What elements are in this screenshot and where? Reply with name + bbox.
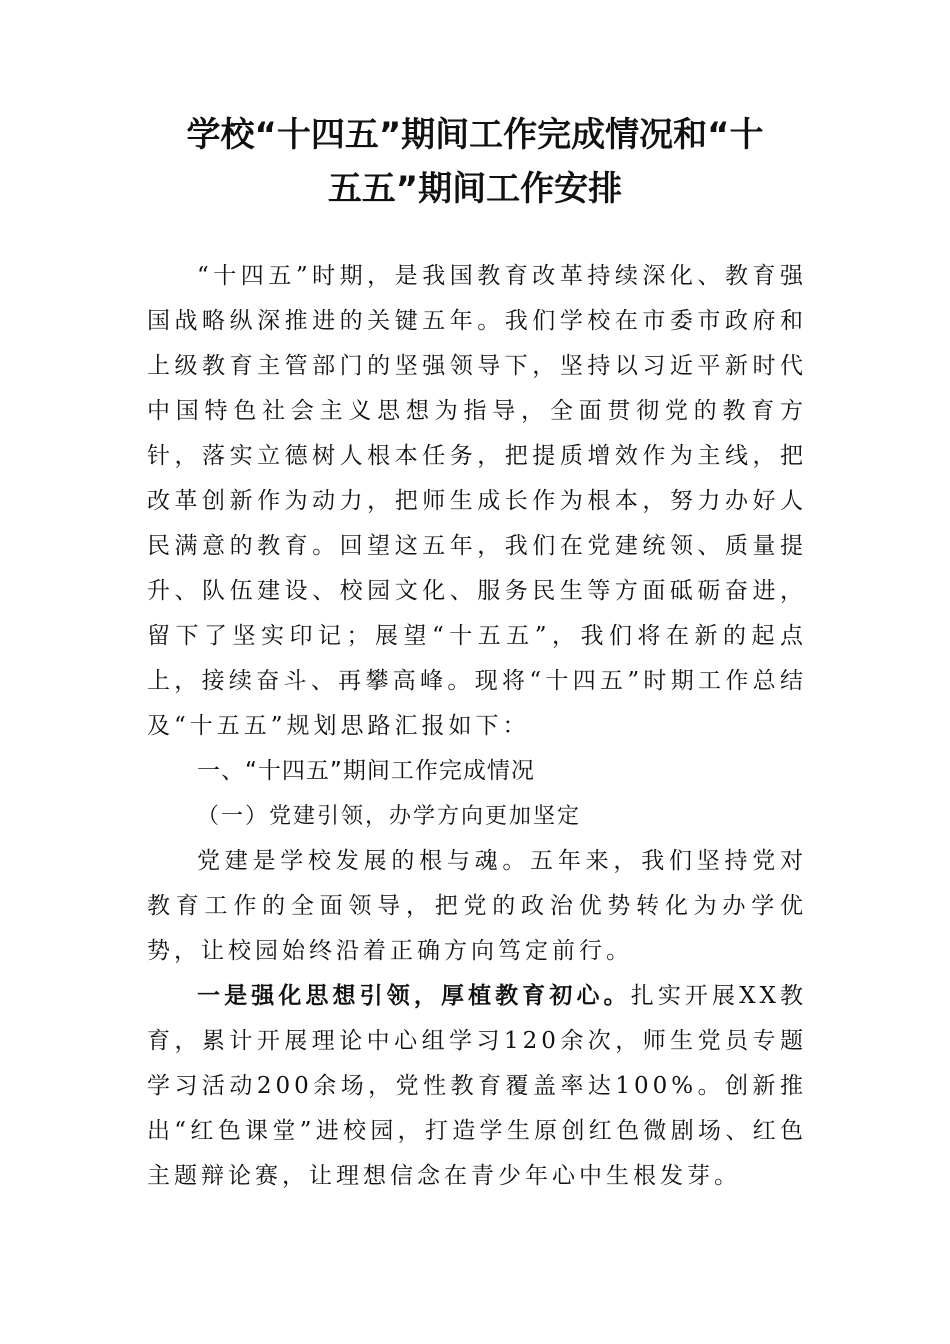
document-body [147,254,807,1199]
document-title [145,108,805,216]
paragraph-1: 党建是学校发展的根与魂。五年来，我们坚持党对教育工作的全面领导，把党的政治优势转化为办学优势，让校园始终沿着正确方向笃定前行。 [147,848,807,964]
title-line-1: 学校“十四五”期间工作完成情况和“十 [186,115,764,155]
section-1-heading: 一、“十四五”期间工作完成情况 [197,758,535,784]
intro-paragraph: “十四五”时期，是我国教育改革持续深化、教育强国战略纵深推进的关键五年。我们学校在市委市政府和上级教育主管部门的坚强领导下，坚持以习近平新时代中国特色社会主义思想为指导，全面贯彻党的教育方针，落实立德树人根本任务，把提质增效作为主线，把改革创新作为动力，把师生成长作为根本，努力办好人民满意的教育。回望这五年，我们在党建统领、质量提升、队伍建设、校园文化、服务民生等方面砥砺奋进，留下了坚实印记；展望“十五五”，我们将在新的起点上，接续奋斗、再攀高峰。现将“十四五”时期工作总结及“十五五”规划思路汇报如下： [147,263,807,739]
item-1-paragraph [147,974,807,1199]
title-line-2: 五五”期间工作安排 [327,169,623,209]
item-1-lead: 一是强化思想引领，厚植教育初心。 [197,983,631,1009]
subsection-1-heading: （一）党建引领，办学方向更加坚定 [197,804,582,829]
item-1-body: 扎实开展XX教育，累计开展理论中心组学习120余次，师生党员专题学习活动200余场，党性教育覆盖率达100%。创新推出“红色课堂”进校园，打造学生原创红色微剧场、红色主题辩论赛，让理想信念在青少年心中生根发芽。 [147,983,808,1189]
